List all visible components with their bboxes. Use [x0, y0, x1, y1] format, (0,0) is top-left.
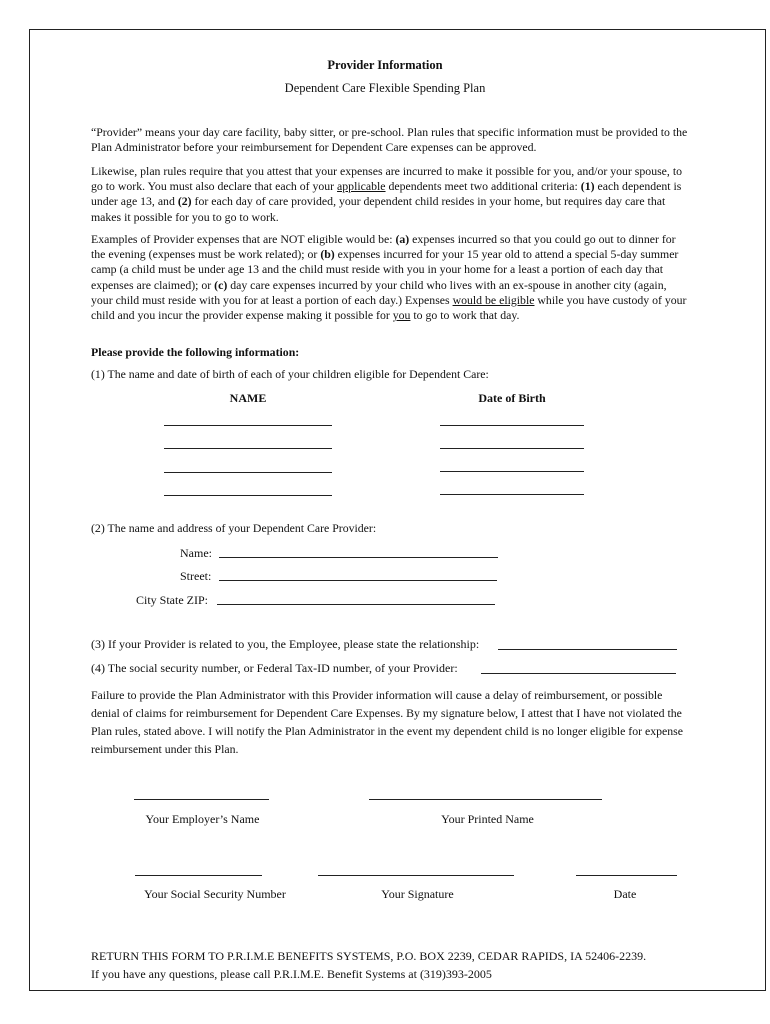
child-dob-field-3[interactable]	[440, 471, 584, 472]
provider-name-label: Name:	[180, 546, 212, 560]
item-1-label: (1) The name and date of birth of each of your children eligible for Dependent Care:	[91, 367, 489, 381]
form-title: Provider Information	[327, 58, 443, 72]
dob-column-header: Date of Birth	[478, 391, 546, 405]
employer-name-label: Your Employer’s Name	[145, 812, 260, 826]
employer-name-field[interactable]	[134, 799, 269, 800]
provider-city-label: City State ZIP:	[136, 593, 208, 607]
printed-name-field[interactable]	[369, 799, 602, 800]
provider-name-field[interactable]	[219, 557, 498, 558]
date-field[interactable]	[576, 875, 677, 876]
provider-city-field[interactable]	[217, 604, 495, 605]
provider-definition-paragraph: “Provider” means your day care facility, baby sitter, or pre-school. Plan rules that specific information must be provided to the Plan Administrator before your reimbursement for Dependent Care expenses can be approved.	[91, 125, 688, 155]
item-3-label: (3) If your Provider is related to you, the Employee, please state the relationship:	[91, 637, 480, 651]
examples-paragraph: Examples of Provider expenses that are NOT eligible would be: (a) expenses incurred so that you could go out to dinner for the evening (expenses must be work related); or (b) expenses incurred for your 15 year old to attend a special 5-day summer camp (a child must be under age 13 and the child must reside with you in your home for a least a portion of each day that expenses are claimed); or (c) day care expenses incurred by your child who lives with an ex-spouse in another city (again, your child must reside with you for at least a portion of each day.) Expenses would be eligible while you have custody of your child and you incur the provider expense making it possible for you to go to work that day.	[91, 232, 687, 323]
signature-field[interactable]	[318, 875, 514, 876]
form-subtitle: Dependent Care Flexible Spending Plan	[284, 81, 486, 95]
child-name-field-4[interactable]	[164, 495, 332, 496]
child-dob-field-4[interactable]	[440, 494, 584, 495]
relationship-field[interactable]	[498, 649, 677, 650]
child-name-field-1[interactable]	[164, 425, 332, 426]
item-2-label: (2) The name and address of your Dependent Care Provider:	[91, 521, 377, 535]
child-name-field-2[interactable]	[164, 448, 332, 449]
child-dob-field-2[interactable]	[440, 448, 584, 449]
child-dob-field-1[interactable]	[440, 425, 584, 426]
ssn-field[interactable]	[135, 875, 262, 876]
contact-info: If you have any questions, please call P.R.I.M.E. Benefit Systems at (319)393-2005	[91, 967, 492, 981]
provider-tax-id-field[interactable]	[481, 673, 676, 674]
attestation-paragraph: Likewise, plan rules require that you attest that your expenses are incurred to make it possible for you, and/or your spouse, to go to work. You must also declare that each of your applicable dependents meet two additional criteria: (1) each dependent is under age 13, and (2) for each day of care provided, your dependent child resides in your home, but requires day care that makes it possible for you to go to work.	[91, 164, 682, 224]
signature-label: Your Signature	[381, 887, 454, 901]
provider-street-label: Street:	[180, 569, 212, 583]
date-label: Date	[613, 887, 637, 901]
provider-street-field[interactable]	[219, 580, 497, 581]
attestation-statement: Failure to provide the Plan Administrator with this Provider information will cause a delay of reimbursement, or possible denial of claims for reimbursement for Dependent Care Expenses. By my signature below, I attest that I have not violated the Plan rules, stated above. I will notify the Plan Administrator in the event my dependent child is no longer eligible for expense reimbursement under this Plan.	[91, 688, 684, 756]
child-name-field-3[interactable]	[164, 472, 332, 473]
return-address: RETURN THIS FORM TO P.R.I.M.E BENEFITS SYSTEMS, P.O. BOX 2239, CEDAR RAPIDS, IA 52406-2239.	[91, 949, 647, 963]
please-provide-heading: Please provide the following information:	[91, 345, 300, 359]
printed-name-label: Your Printed Name	[441, 812, 534, 826]
item-4-label: (4) The social security number, or Federal Tax-ID number, of your Provider:	[91, 661, 458, 675]
name-column-header: NAME	[229, 391, 267, 405]
ssn-label: Your Social Security Number	[144, 887, 286, 901]
